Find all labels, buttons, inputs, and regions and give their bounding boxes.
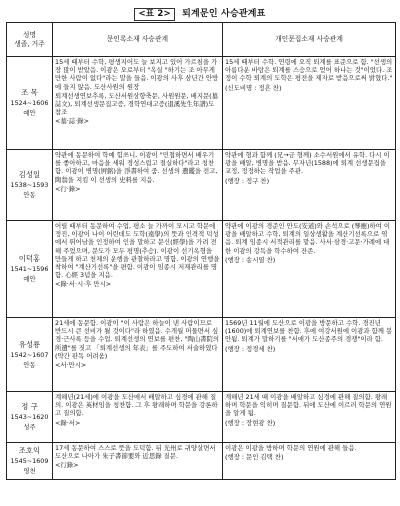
collection-text: 15세 때부터 수학. 연령에 오직 퇴계를 표준으로 함. "선생의 아름다운 바탕은 퇴계를 스승으로 얻어 하나는 것"이었다. 조정이 수학 퇴계의 도학은 평전을 제자로 받음으로써 밝혔다.": [225, 58, 393, 83]
table-header-row: [7, 23, 396, 57]
person-name: 김성일: [18, 170, 41, 179]
collection-cell: [223, 443, 396, 480]
person-years: 1545~1609: [10, 457, 49, 465]
person-place: 영천: [23, 467, 36, 475]
register-source: <行錄>: [55, 461, 79, 470]
table-row: [7, 57, 396, 150]
register-subtext: 퇴계선생연보추록, 도산서원상향축문, 사원원문, 배지문(墓誌文), 퇴계선생문집고증, 경학연대고증(退溪先生年譜)도 참조: [55, 91, 219, 117]
register-text: 계해년(21세)에 이광을 도산에서 배알하고 심경에 관해 질의. 이광은 英材임을 칭찬함. 그 후 왕래하며 학문을 강론하고 질의함.: [55, 393, 218, 418]
person-name: 조호익: [18, 446, 41, 455]
register-cell: [53, 318, 223, 392]
collection-source: (행장 : 송시열 찬): [225, 255, 276, 264]
person-cell: [7, 392, 53, 443]
register-text: 약관에 동문하여 학예 힘쓰니, 이광이 "민첩하면서 배우기를 좋아하고, 마음을 세워 경성스럽고 절실하다"라고 칭찬함. 이광이 병명(屛銘)을 淨書하여 줌. 선생의 遺鑑을 전고, 陶翁을 지킴 이 선생의 史料를 지음.: [55, 151, 218, 184]
register-source: <서·만시>: [55, 361, 87, 370]
register-source: <墓·誌·錄>: [55, 117, 89, 126]
table-row: [7, 392, 396, 443]
table-row: [7, 443, 396, 480]
register-cell: [53, 150, 223, 221]
collection-cell: [223, 150, 396, 221]
header-name-label: 성명: [22, 31, 37, 40]
person-years: 1541~1596: [10, 265, 49, 273]
register-source: <錄·서·시·후 만시>: [55, 280, 112, 289]
person-place: 안동: [23, 360, 36, 369]
person-years: 1543~1620: [10, 413, 49, 421]
person-name: 유성룡: [18, 339, 41, 349]
collection-text: 약관에 이광의 경준인 안도(安道)와 손석으로 (琴應)하여 이광을 배알하고 수학, 퇴계의 일상생활을 계산기선록으로 엮음. 퇴계 임종시 서적관리를 맡음. 사서·삼경·고문·가례에 대한 이광의 강독을 학수하여 잔존.: [225, 222, 391, 255]
register-cell: [53, 57, 223, 150]
collection-source: (행장 : 문인 김택 찬): [225, 453, 284, 462]
table-row: [7, 221, 396, 318]
header-life-label: 생졸, 거주: [14, 39, 45, 48]
person-place: 예안: [23, 275, 36, 283]
collection-text: 계해년 21세 때 이광을 배알하고 심경에 관해 질의함. 왕래하며 학문을 익히며 질문함. 뒤에 도산에 이르러 학문의 연원을 알게 됨.: [225, 393, 392, 418]
register-text: 15세 때부터 수학, 평생지어도 늘 보지고 있어 가르침을 가장 많이 받았음. 이광은 오로부터 "옥실 "하기는 조 아무게 만한 사람이 없다"라는 말을 들음. 이광의 사후 삼년간 안방에 들지 않음. 도산사원의 원장: [55, 58, 219, 91]
table-number: <표 2>: [134, 8, 174, 21]
register-text: 어릴 때부터 동문하여 수업, 평소 늘 가까이 모시고 학문에 정진, 이광이 나이 어린데도 도학(遠學)의 뜻과 인격적 덕성에서 뛰어남을 인정하여 인을 말하고 문신(經學)을 가려 전해 주었으며, 문도가 모두 평명(추승). 이광이 선기옥형을 만들게 하고 천체의 운행을 관찰하라고 명함. 이광의 연행을 착하여 "계산기선록"을 편함. 이광이 임종시 저재관리를 명함. 心經 3념을 지음.: [55, 222, 220, 280]
collection-source: (행장 : 장현광 찬): [225, 418, 276, 427]
collection-source: (신도비명 : 정흔 찬): [225, 83, 282, 92]
person-place: 예안: [23, 109, 36, 117]
register-source: <錄·서>: [55, 418, 81, 427]
register-cell: [53, 443, 223, 480]
header-name-life: [7, 23, 53, 57]
person-years: 1524~1606: [10, 99, 49, 107]
person-place: 성주: [23, 423, 36, 431]
person-years: 1542~1607: [10, 350, 49, 359]
table-title: 퇴계문인 사승관계표: [182, 9, 266, 19]
relationship-table: [6, 22, 396, 480]
collection-source: (행장 : 정구 찬): [225, 176, 270, 185]
person-cell: [7, 150, 53, 221]
collection-cell: [223, 57, 396, 150]
register-text: 21세에 동문함. 이광이 "이 사람은 하늘이 낸 사람이므로 반드시 큰 선비가 될 것이다"라 하였음. 수개월 머물면서 심경·근사록 등을 수업. 퇴계선생의 연보를 편찬, "陶山書院의 所遺"를 짓고 「퇴계선생의 年表」를 주도하여 서술하였다 (약간 판독 어려움): [55, 319, 220, 360]
collection-cell: [223, 392, 396, 443]
register-cell: [53, 221, 223, 318]
person-name: 정 구: [21, 402, 38, 411]
table-row: [7, 318, 396, 392]
person-cell: [7, 221, 53, 318]
collection-text: 1569년 11월에 도산으로 이광을 방문하고 수학. 경진년(1600)에 퇴계연보를 찬함. 후에 여강서원에 이광과 함께 봉안됨. 퇴계가 말하기를 "서애가 도산종주의 경쟁"이라 함.: [225, 319, 393, 344]
person-cell: [7, 443, 53, 480]
header-collection-relation: 개인문집소재 사승관계: [223, 23, 396, 57]
person-cell: [7, 318, 53, 392]
person-years: 1538~1593: [10, 181, 49, 189]
table-row: [7, 150, 396, 221]
person-name: 이덕홍: [18, 254, 41, 263]
collection-text: 이광은 이광을 방하며 학문의 연원에 관해 들음.: [225, 444, 357, 452]
register-source: <行·錄>: [55, 184, 81, 193]
collection-text: 약관에 형과 함께 (兄→금 형께) 소수서원에서 유학. 다시 이광을 배알, 병명을 받음. 무자년(1588)에 퇴계 선생문집을 교정, 정정하는 작업을 주관.: [225, 151, 390, 176]
register-text: 17세 동문하여 스스로 뜻을 도덕함. 뒤 光州로 귀양살면서 도산으로 나아가 朱子書節要와 近思錄 질문.: [55, 444, 216, 461]
collection-cell: [223, 318, 396, 392]
person-name: 조 목: [21, 88, 38, 97]
table-caption: [0, 6, 400, 21]
person-cell: [7, 57, 53, 150]
collection-source: (행장 : 정경세 찬): [225, 344, 276, 353]
header-register-relation: 문인록소재 사승관계: [53, 23, 223, 57]
register-cell: [53, 392, 223, 443]
person-place: 안동: [23, 191, 36, 199]
collection-cell: [223, 221, 396, 318]
